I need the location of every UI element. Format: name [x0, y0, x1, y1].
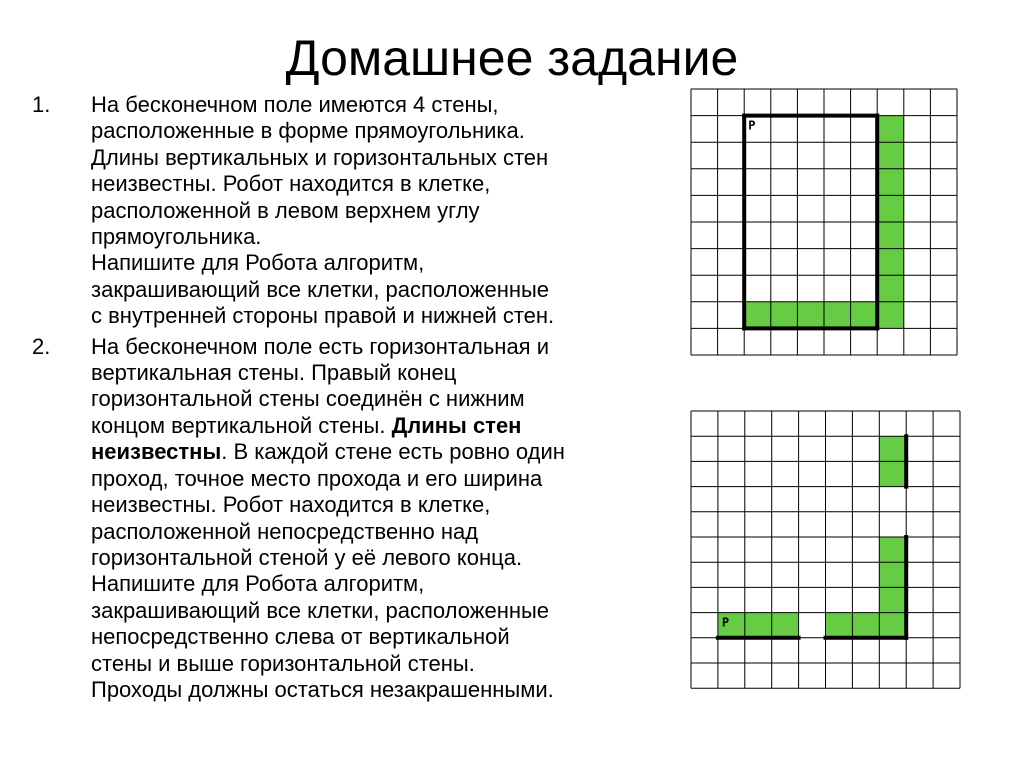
text-line: Напишите для Робота алгоритм,: [91, 571, 425, 597]
text-line: Напишите для Робота алгоритм,: [91, 250, 425, 276]
painted-cell: [877, 249, 904, 276]
painted-cell: [879, 613, 906, 638]
text-line: неизвестны. Робот находится в клетке,: [91, 171, 491, 197]
text-line: расположенные в форме прямоугольника.: [91, 118, 525, 144]
robot-grid-task-1: [689, 87, 965, 359]
painted-cell: [877, 142, 904, 169]
text-line: прямоугольника.: [91, 224, 262, 250]
task-1-text: [91, 92, 652, 330]
robot-marker: Р: [721, 615, 730, 630]
painted-cell: [744, 302, 771, 329]
painted-cell: [772, 613, 799, 638]
text-line: Проходы должны остаться незакрашенными.: [91, 676, 554, 702]
bold-text: неизвестны: [91, 439, 222, 465]
text-line: закрашивающий все клетки, расположенные: [91, 597, 550, 623]
painted-cell: [877, 169, 904, 196]
text-line: концом вертикальной стены.: [91, 412, 386, 438]
text-line: .: [221, 439, 234, 465]
task-list: [32, 92, 652, 707]
slide-title: Домашнее задание: [285, 30, 739, 86]
robot-marker: Р: [748, 118, 756, 133]
text-line: проход, точное место прохода и его ширина: [91, 465, 543, 491]
painted-cell: [877, 222, 904, 249]
text-line: Длины вертикальных и горизонтальных стен: [91, 144, 549, 170]
text-line: с внутренней стороны правой и нижней стен.: [91, 303, 555, 329]
text-line: горизонтальной стены соединён с нижним: [91, 386, 525, 412]
painted-cell: [879, 436, 906, 461]
text-line: вертикальная стены. Правый конец: [91, 360, 457, 386]
painted-cell: [797, 302, 824, 329]
text-line: закрашивающий все клетки, расположенные: [91, 276, 550, 302]
painted-cell: [877, 302, 904, 329]
painted-cell: [826, 613, 853, 638]
painted-cell: [771, 302, 798, 329]
painted-cell: [879, 461, 906, 486]
painted-cell: [851, 302, 878, 329]
text-line: В каждой стене есть ровно один: [233, 439, 565, 465]
task-2-text: [91, 334, 652, 704]
text-line: расположенной непосредственно над: [91, 518, 479, 544]
bold-text: Длины стен: [391, 412, 522, 438]
painted-cell: [877, 275, 904, 302]
robot-grid-task-2: [689, 409, 965, 690]
painted-cell: [877, 116, 904, 143]
task-item-2: [32, 334, 652, 704]
task-number: 1.: [32, 92, 51, 117]
text-line: непосредственно слева от вертикальной: [91, 624, 510, 650]
text-line: расположенной в левом верхнем углу: [91, 197, 480, 223]
text-line: На бесконечном поле имеются 4 стены,: [91, 92, 499, 117]
text-line: горизонтальной стеной у её левого конца.: [91, 544, 523, 570]
task-item-1: [32, 92, 652, 330]
painted-cell: [852, 613, 879, 638]
painted-cell: [879, 562, 906, 587]
painted-cell: [879, 537, 906, 562]
painted-cell: [745, 613, 772, 638]
painted-cell: [877, 195, 904, 222]
task-number: 2.: [32, 333, 51, 359]
painted-cell: [824, 302, 851, 329]
painted-cell: [879, 587, 906, 612]
text-line: неизвестны. Робот находится в клетке,: [91, 492, 491, 518]
text-line: стены и выше горизонтальной стены.: [91, 650, 475, 676]
text-line: На бесконечном поле есть горизонтальная и: [91, 333, 549, 359]
